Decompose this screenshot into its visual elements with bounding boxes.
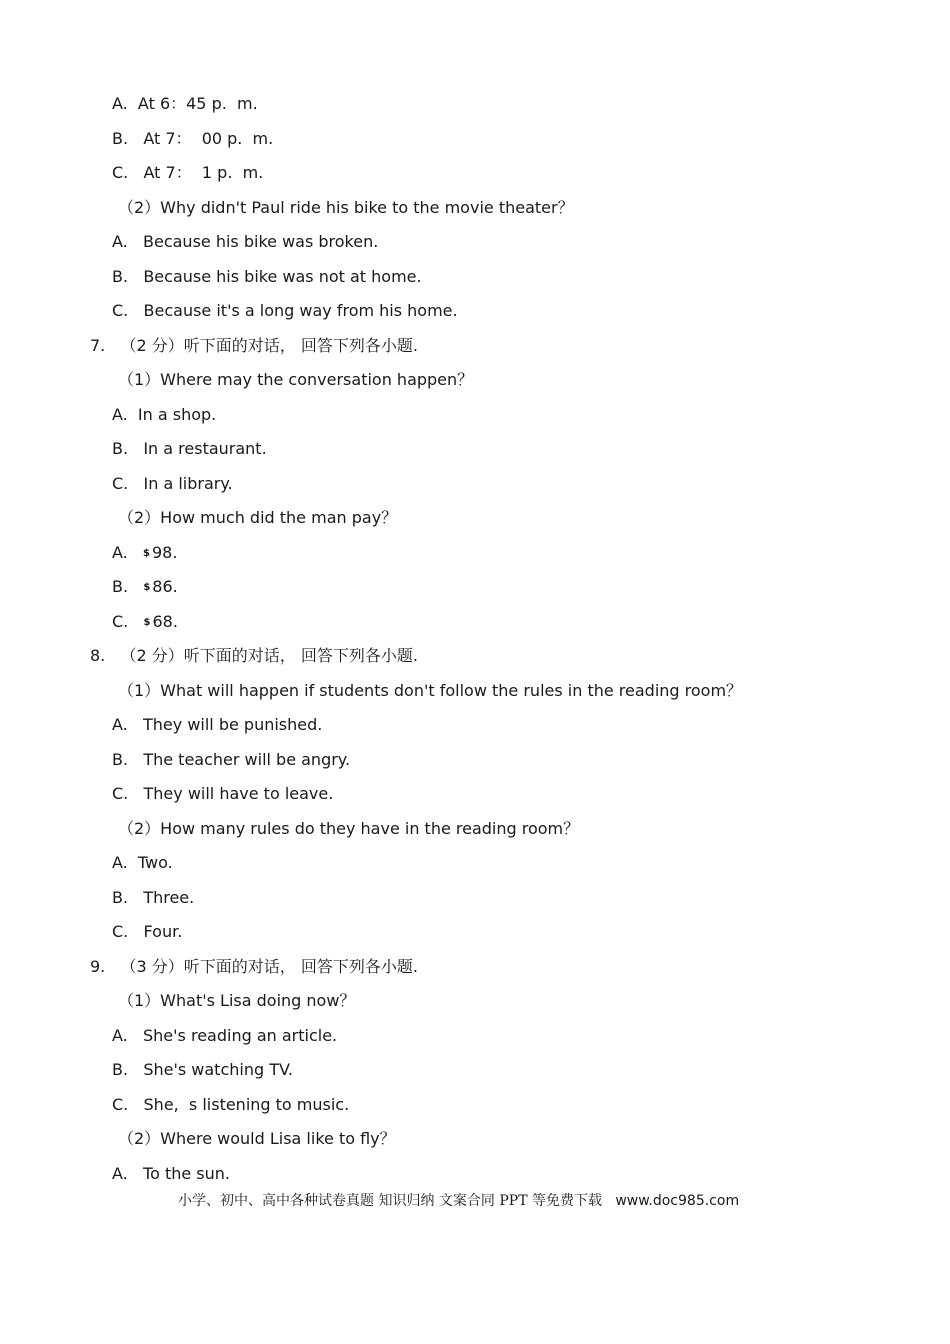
sub-question: （2）Why didn't Paul ride his bike to the movie theater？ xyxy=(118,198,574,217)
footer-text: 小学、初中、高中各种试卷真题 知识归纳 文案合同 PPT 等免费下载 xyxy=(178,1193,602,1209)
sub-question: （2）How much did the man pay？ xyxy=(118,508,398,527)
answer-option xyxy=(112,612,178,633)
answer-option: B. In a restaurant. xyxy=(112,439,267,458)
answer-option: C. Four. xyxy=(112,922,183,941)
sub-question: （1）What's Lisa doing now？ xyxy=(118,991,356,1010)
answer-option: A. They will be punished. xyxy=(112,715,323,734)
answer-option: B. Because his bike was not at home. xyxy=(112,267,422,286)
option-letter: A. xyxy=(112,543,144,562)
answer-option: A. Two. xyxy=(112,853,173,872)
dollar-symbol: $ xyxy=(143,617,151,628)
answer-option: C. At 7： 1 p. m. xyxy=(112,163,264,182)
answer-option: C. They will have to leave. xyxy=(112,784,334,803)
question-heading: 9. （3 分）听下面的对话， 回答下列各小题. xyxy=(90,957,418,976)
question-heading: 7. （2 分）听下面的对话， 回答下列各小题. xyxy=(90,336,418,355)
option-text: 68. xyxy=(152,612,178,631)
sub-question: （1）What will happen if students don't follow the rules in the reading room？ xyxy=(118,681,743,700)
answer-option xyxy=(112,577,178,598)
answer-option: B. She's watching TV. xyxy=(112,1060,293,1079)
sub-question: （1）Where may the conversation happen？ xyxy=(118,370,474,389)
answer-option: B. Three. xyxy=(112,888,195,907)
option-letter: B. xyxy=(112,577,144,596)
answer-option: A. To the sun. xyxy=(112,1164,230,1183)
dollar-symbol: $ xyxy=(143,582,151,593)
page-footer xyxy=(178,1191,739,1211)
answer-option: B. The teacher will be angry. xyxy=(112,750,351,769)
answer-option: B. At 7： 00 p. m. xyxy=(112,129,274,148)
answer-option: C. In a library. xyxy=(112,474,233,493)
answer-option: C. She, s listening to music. xyxy=(112,1095,350,1114)
answer-option: A. Because his bike was broken. xyxy=(112,232,379,251)
dollar-symbol: $ xyxy=(143,548,150,559)
option-letter: C. xyxy=(112,612,144,631)
answer-option: A. She's reading an article. xyxy=(112,1026,338,1045)
footer-url[interactable]: www.doc985.com xyxy=(615,1193,740,1209)
answer-option xyxy=(112,543,177,564)
sub-question: （2）Where would Lisa like to fly？ xyxy=(118,1129,396,1148)
question-heading: 8. （2 分）听下面的对话， 回答下列各小题. xyxy=(90,646,418,665)
answer-option: A. In a shop. xyxy=(112,405,217,424)
answer-option: C. Because it's a long way from his home. xyxy=(112,301,458,320)
option-text: 86. xyxy=(152,577,178,596)
sub-question: （2）How many rules do they have in the reading room？ xyxy=(118,819,580,838)
answer-option: A. At 6：45 p. m. xyxy=(112,94,258,113)
option-text: 98. xyxy=(151,543,178,562)
